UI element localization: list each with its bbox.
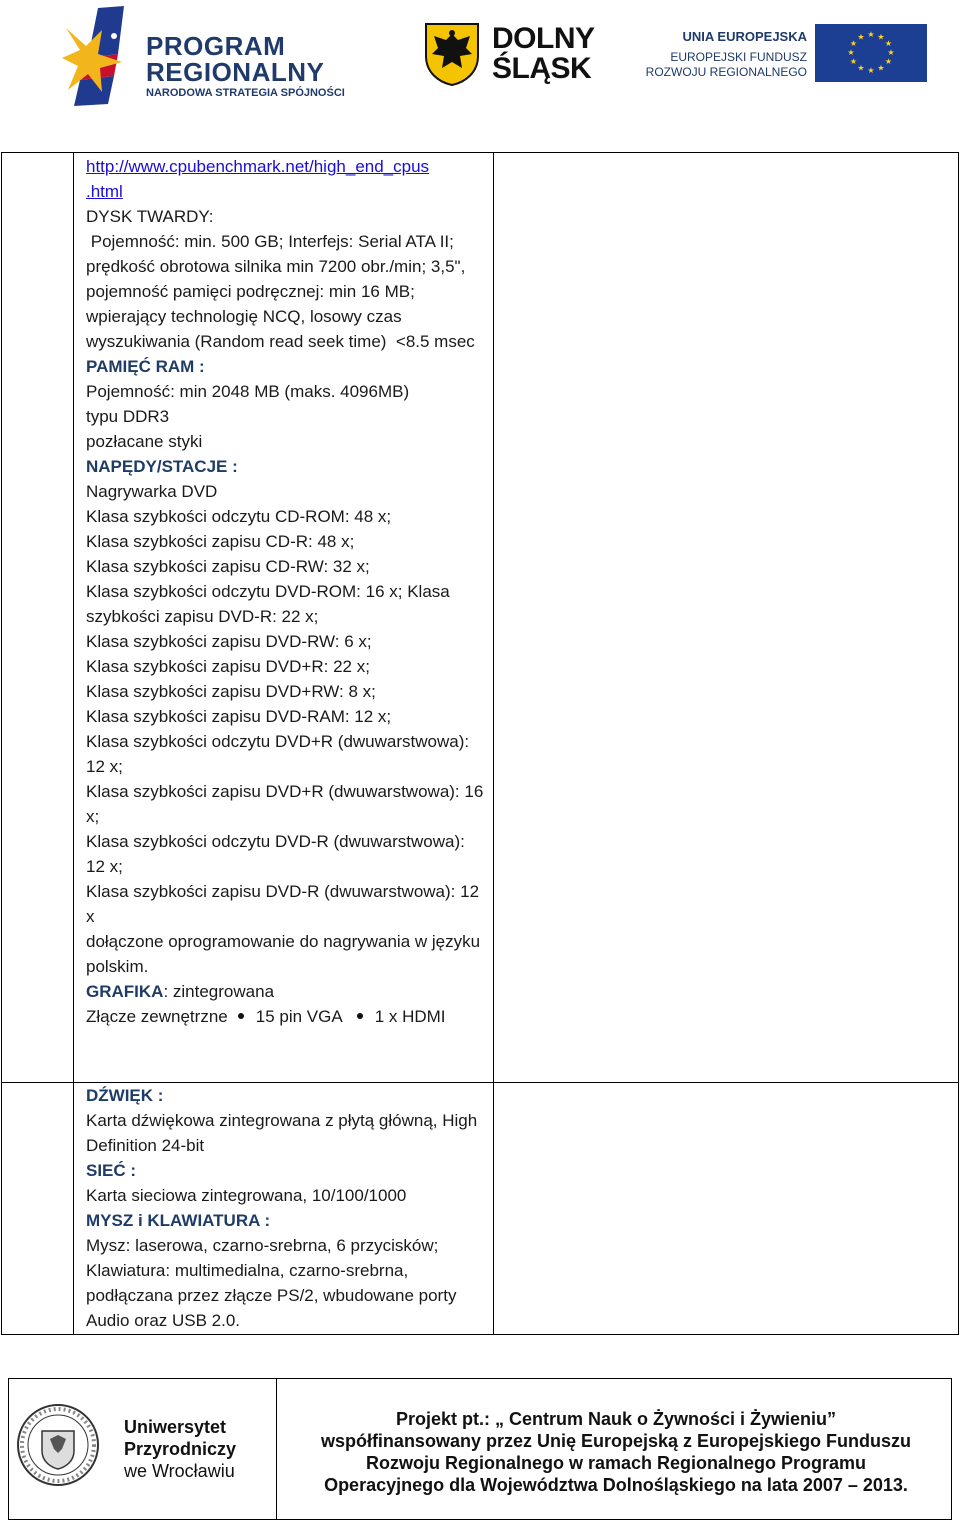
drives-line: Klasa szybkości zapisu CD-R: 48 x; (86, 532, 355, 551)
eu-logo-line1: UNIA EUROPEJSKA (682, 29, 807, 44)
svg-text:★: ★ (849, 57, 858, 66)
project-line: Projekt pt.: „ Centrum Nauk o Żywności i Żywieniu” (395, 1409, 837, 1429)
table-border-right (958, 152, 959, 1335)
table-border-top (1, 152, 959, 153)
program-logo-line2: REGIONALNY (146, 57, 325, 87)
ram-heading: PAMIĘĆ RAM : (86, 357, 205, 376)
network-heading: SIEĆ : (86, 1161, 137, 1180)
drives-line: dołączone oprogramowanie do nagrywania w języku polskim. (86, 932, 481, 976)
program-regionalny-logo (58, 6, 368, 106)
eu-logo-line3: ROZWOJU REGIONALNEGO (645, 65, 807, 79)
svg-text:★: ★ (857, 63, 865, 73)
drives-line: Klasa szybkości zapisu CD-RW: 32 x; (86, 557, 370, 576)
project-line: współfinansowany przez Unię Europejską z Europejskiego Funduszu (320, 1431, 912, 1451)
svg-text:★: ★ (877, 32, 885, 42)
eagle-shield-icon (424, 22, 480, 86)
svg-text:★: ★ (877, 63, 885, 73)
input-line: Klawiatura: multimedialna, czarno-srebrna, podłączana przez złącze PS/2, wbudowane porty Audio oraz USB 2.0. (86, 1261, 457, 1330)
table-border-bottom (1, 1334, 959, 1335)
drives-heading: NAPĘDY/STACJE : (86, 457, 238, 476)
ram-line: typu DDR3 (86, 407, 170, 426)
connector-label: Złącze zewnętrzne (86, 1007, 228, 1026)
university-line3: we Wrocławiu (124, 1461, 235, 1481)
ram-line: pozłacane styki (86, 432, 203, 451)
program-regionalny-emblem (58, 6, 144, 106)
sound-text: Karta dźwiękowa zintegrowana z płytą główną, High Definition 24-bit (86, 1111, 478, 1155)
ram-line: Pojemność: min 2048 MB (maks. 4096MB) (86, 382, 410, 401)
drives-line: Klasa szybkości zapisu DVD-RAM: 12 x; (86, 707, 392, 726)
svg-text:★: ★ (847, 48, 855, 57)
svg-text:★: ★ (887, 48, 895, 57)
svg-text:★: ★ (884, 39, 893, 48)
svg-text:★: ★ (867, 66, 875, 75)
input-devices-heading: MYSZ i KLAWIATURA : (86, 1211, 271, 1230)
drives-line: Klasa szybkości zapisu DVD+R: 22 x; (86, 657, 370, 676)
spec-cell-row1 (86, 154, 488, 1029)
graphics-row (86, 979, 488, 1004)
disk-text: Pojemność: min. 500 GB; Interfejs: Serial ATA II; prędkość obrotowa silnika min 7200 obr./min; 3,5", pojemność pamięci podręcznej: min 16 MB; wpierający technologię NCQ, losowy czas wyszukiwania (Random read seek time) <8.5 msec (86, 232, 475, 351)
eu-flag-icon (815, 24, 927, 82)
page-footer (8, 1378, 952, 1520)
svg-text:★: ★ (849, 39, 858, 48)
drives-line: Klasa szybkości zapisu DVD-R (dwuwarstwowa): 12 x (86, 882, 480, 926)
connector-row (86, 1004, 488, 1029)
disk-heading: DYSK TWARDY: (86, 207, 214, 226)
sound-heading: DŹWIĘK : (86, 1086, 164, 1105)
dolny-slask-logo (424, 20, 624, 90)
eu-logo-line2: EUROPEJSKI FUNDUSZ (670, 50, 807, 64)
input-line: Mysz: laserowa, czarno-srebrna, 6 przycisków; (86, 1236, 439, 1255)
drives-line: Klasa szybkości zapisu DVD+RW: 8 x; (86, 682, 376, 701)
svg-text:★: ★ (857, 32, 865, 42)
drives-line: Klasa szybkości zapisu DVD-RW: 6 x; (86, 632, 372, 651)
project-description (284, 1408, 948, 1496)
bullet-icon (357, 1013, 363, 1019)
benchmark-link[interactable]: http://www.cpubenchmark.net/high_end_cpus .html (86, 157, 430, 201)
drives-line: Klasa szybkości odczytu DVD-R (dwuwarstwowa): 12 x; (86, 832, 465, 876)
graphics-value: : zintegrowana (163, 982, 275, 1001)
program-logo-line3: NARODOWA STRATEGIA SPÓJNOŚCI (146, 87, 345, 99)
graphics-heading: GRAFIKA (86, 982, 164, 1001)
university-name (124, 1416, 236, 1482)
drives-line: Nagrywarka DVD (86, 482, 218, 501)
project-line: Rozwoju Regionalnego w ramach Regionalnego Programu (365, 1453, 867, 1473)
region-logo-line2: ŚLĄSK (492, 52, 592, 85)
drives-line: Klasa szybkości odczytu CD-ROM: 48 x; (86, 507, 392, 526)
university-seal-icon (16, 1391, 100, 1499)
drives-line: Klasa szybkości odczytu DVD+R (dwuwarstwowa): 12 x; (86, 732, 470, 776)
university-line1: Uniwersytet (124, 1417, 227, 1437)
bullet-icon (238, 1013, 244, 1019)
spec-cell-row2 (86, 1083, 488, 1333)
page-header (0, 0, 960, 110)
university-line2: Przyrodniczy (124, 1439, 237, 1459)
svg-text:★: ★ (884, 57, 893, 66)
project-line: Operacyjnego dla Województwa Dolnośląskiego na lata 2007 – 2013. (324, 1475, 908, 1495)
drives-line: Klasa szybkości odczytu DVD-ROM: 16 x; Klasa szybkości zapisu DVD-R: 22 x; (86, 582, 450, 626)
program-logo-line1: PROGRAM (146, 31, 286, 61)
drives-line: Klasa szybkości zapisu DVD+R (dwuwarstwowa): 16 x; (86, 782, 484, 826)
connector-item: 1 x HDMI (374, 1007, 446, 1026)
svg-text:★: ★ (867, 30, 875, 39)
region-logo-line1: DOLNY (492, 22, 595, 55)
table-column-divider-1 (73, 152, 74, 1335)
specification-table (1, 152, 959, 1335)
network-text: Karta sieciowa zintegrowana, 10/100/1000 (86, 1186, 407, 1205)
table-border-left (1, 152, 2, 1335)
table-column-divider-2 (493, 152, 494, 1335)
connector-item: 15 pin VGA (255, 1007, 343, 1026)
eu-logo (645, 24, 939, 94)
